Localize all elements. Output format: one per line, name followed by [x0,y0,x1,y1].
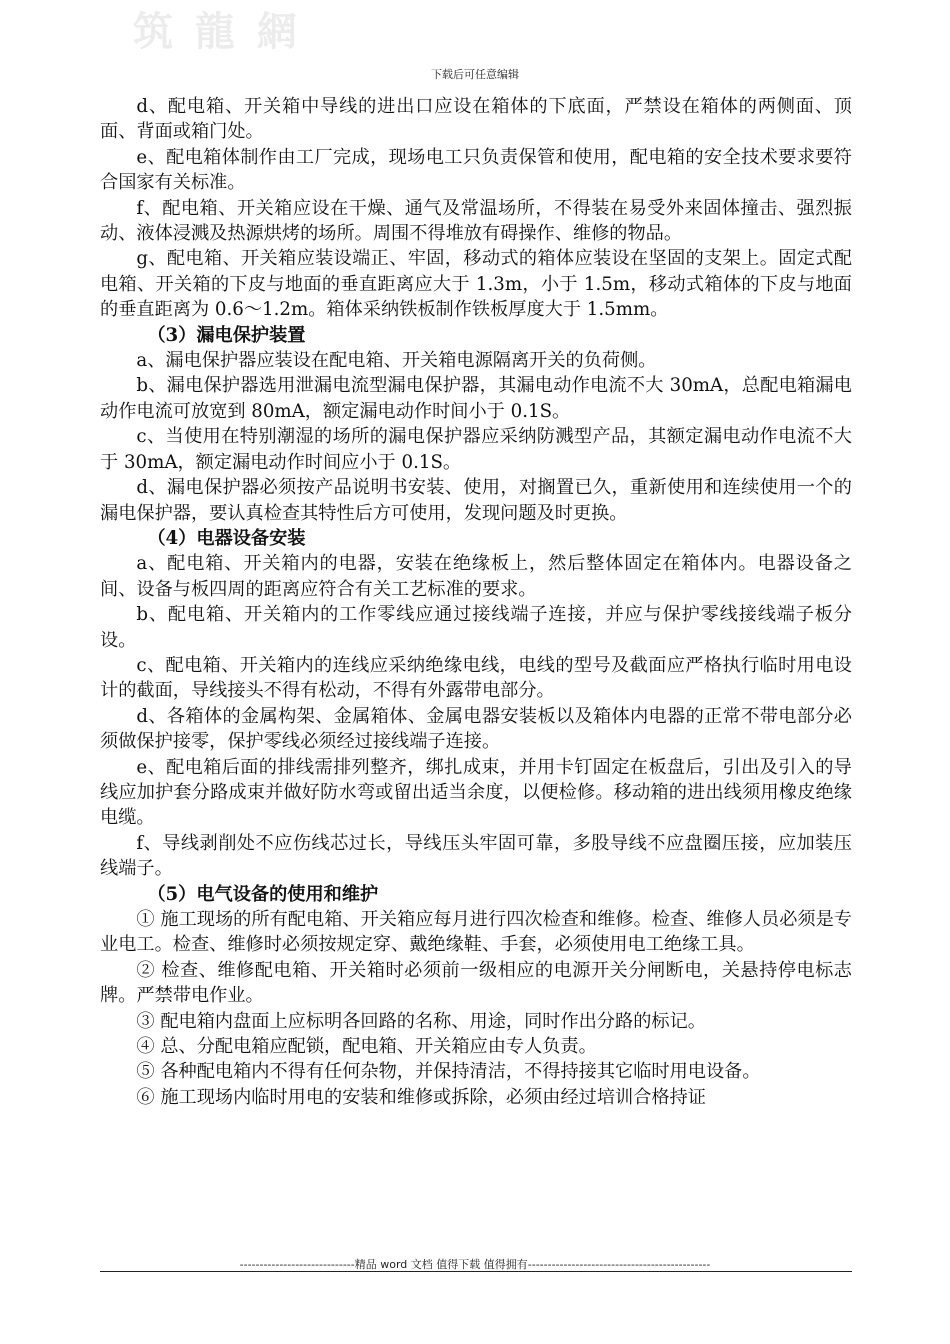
paragraph: ① 施工现场的所有配电箱、开关箱应每月进行四次检查和维修。检查、维修人员必须是专业电工。检查、维修时必须按规定穿、戴绝缘鞋、手套，必须使用电工绝缘工具。 [100,909,852,956]
paragraph: f、导线剥削处不应伤线芯过长，导线压头牢固可靠，多股导线不应盘圈压接，应加装压线端子。 [100,832,852,880]
paragraph: ③ 配电箱内盘面上应标明各回路的名称、用途，同时作出分路的标记。 [136,1010,706,1032]
footer-divider [100,1271,852,1272]
section-heading: （4）电器设备安装 [147,527,306,549]
paragraph: e、配电箱体制作由工厂完成，现场电工只负责保管和使用，配电箱的安全技术要求要符合国家有关标准。 [100,146,852,194]
section-heading: （5）电气设备的使用和维护 [147,883,379,905]
header-note: 下载后可任意编辑 [431,68,519,81]
paragraph: e、配电箱后面的排线需排列整齐，绑扎成束，并用卡钉固定在板盘后，引出及引入的导线应加护套分路成束并做好防水弯或留出适当余度，以便检修。移动箱的进出线须用橡皮绝缘电缆。 [100,756,852,829]
paragraph: c、当使用在特别潮湿的场所的漏电保护器应采纳防溅型产品，其额定漏电动作电流不大于 30mA，额定漏电动作时间应小于 0.1S。 [100,426,852,473]
paragraph: g、配电箱、开关箱应装设端正、牢固，移动式的箱体应装设在坚固的支架上。固定式配电箱、开关箱的下皮与地面的垂直距离应大于 1.3m，小于 1.5m，移动式箱体的下皮与地面的垂直距离为 0.6～1.2m。箱体采纳铁板制作铁板厚度大于 1.5mm。 [100,248,852,321]
paragraph: f、配电箱、开关箱应设在干燥、通气及常温场所，不得装在易受外来固体撞击、强烈振动、液体浸溅及热源烘烤的场所。周围不得堆放有碍操作、维修的物品。 [100,197,852,245]
paragraph: ④ 总、分配电箱应配锁，配电箱、开关箱应由专人负责。 [136,1036,597,1058]
section-heading: （3）漏电保护装置 [147,324,306,346]
paragraph: b、漏电保护器选用泄漏电流型漏电保护器，其漏电动作电流不大 30mA，总配电箱漏电动作电流可放宽到 80mA，额定漏电动作时间小于 0.1S。 [100,375,852,422]
paragraph: b、配电箱、开关箱内的工作零线应通过接线端子连接，并应与保护零线接线端子板分设。 [100,604,852,651]
paragraph: d、漏电保护器必须按产品说明书安装、使用，对搁置已久，重新使用和连续使用一个的漏电保护器，要认真检查其特性后方可使用，发现问题及时更换。 [100,477,852,524]
document-body [100,94,852,1110]
paragraph: d、各箱体的金属构架、金属箱体、金属电器安装板以及箱体内电器的正常不带电部分必须做保护接零，保护零线必须经过接线端子连接。 [100,705,852,753]
paragraph: ⑥ 施工现场内临时用电的安装和维修或拆除，必须由经过培训合格持证 [136,1086,706,1108]
paragraph: ⑤ 各种配电箱内不得有任何杂物，并保持清洁，不得持接其它临时用电设备。 [136,1061,761,1083]
footer-text: -----------------------------精品 word 文档 值得下载 值得拥有---------------------------------------------- [239,1258,711,1271]
paragraph: a、漏电保护器应装设在配电箱、开关箱电源隔离开关的负荷侧。 [136,350,657,372]
paragraph: ② 检查、维修配电箱、开关箱时必须前一级相应的电源开关分闸断电，关悬持停电标志牌。严禁带电作业。 [100,959,852,1007]
paragraph: c、配电箱、开关箱内的连线应采纳绝缘电线，电线的型号及截面应严格执行临时用电设计的截面，导线接头不得有松动，不得有外露带电部分。 [100,654,852,702]
paragraph: d、配电箱、开关箱中导线的进出口应设在箱体的下底面，严禁设在箱体的两侧面、顶面、背面或箱门处。 [100,96,852,143]
paragraph: a、配电箱、开关箱内的电器，安装在绝缘板上，然后整体固定在箱体内。电器设备之间、设备与板四周的距离应符合有关工艺标准的要求。 [100,553,852,600]
watermark-logo: 筑 龍 網 [133,8,301,55]
